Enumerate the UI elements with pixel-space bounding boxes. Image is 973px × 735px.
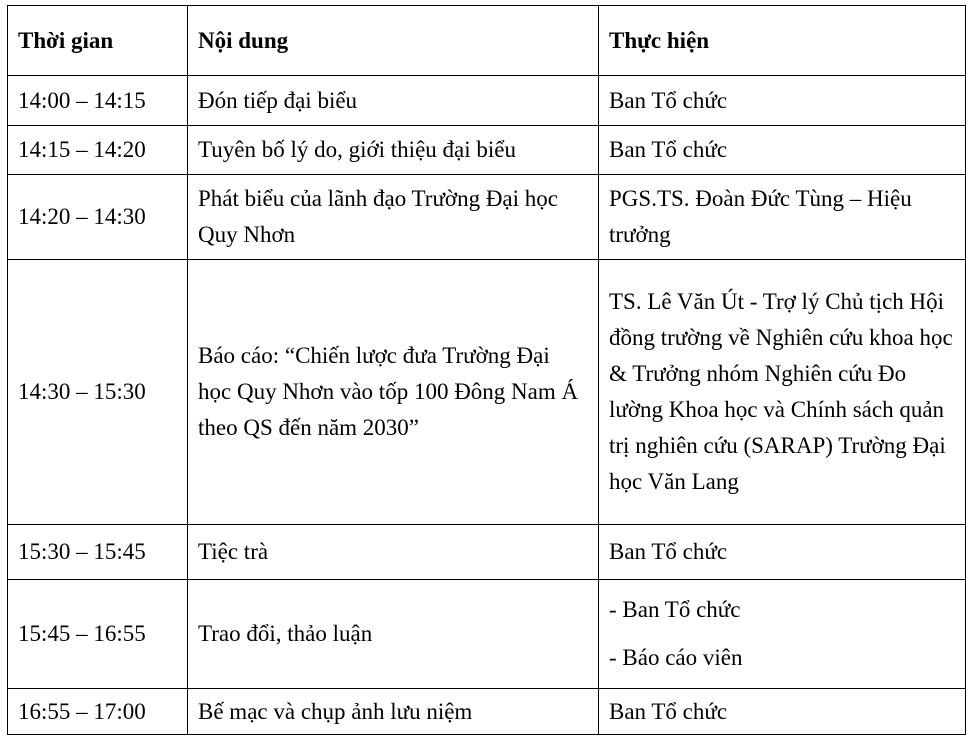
performer-cell: Ban Tổ chức xyxy=(599,76,966,126)
performer-cell: Ban Tổ chức xyxy=(599,126,966,175)
content-cell: Bế mạc và chụp ảnh lưu niệm xyxy=(188,689,599,735)
table-row xyxy=(8,580,966,689)
performer-cell: Ban Tổ chức xyxy=(599,689,966,735)
time-cell: 16:55 – 17:00 xyxy=(8,689,188,735)
table-row xyxy=(8,260,966,525)
table-row xyxy=(8,525,966,580)
table-row xyxy=(8,126,966,175)
content-cell: Trao đổi, thảo luận xyxy=(188,580,599,689)
header-time: Thời gian xyxy=(8,6,188,76)
performer-list-item: - Ban Tổ chức xyxy=(609,597,741,622)
content-cell: Phát biểu của lãnh đạo Trường Đại học Quy Nhơn xyxy=(188,175,599,260)
time-cell: 15:30 – 15:45 xyxy=(8,525,188,580)
header-content: Nội dung xyxy=(188,6,599,76)
time-cell: 14:00 – 14:15 xyxy=(8,76,188,126)
content-cell: Báo cáo: “Chiến lược đưa Trường Đại học Quy Nhơn vào tốp 100 Đông Nam Á theo QS đến năm 2030” xyxy=(188,260,599,525)
content-cell: Đón tiếp đại biểu xyxy=(188,76,599,126)
table-row xyxy=(8,175,966,260)
time-cell: 14:30 – 15:30 xyxy=(8,260,188,525)
program-schedule-table xyxy=(7,5,966,735)
time-cell: 15:45 – 16:55 xyxy=(8,580,188,689)
header-performer: Thực hiện xyxy=(599,6,966,76)
table-row xyxy=(8,76,966,126)
performer-list-item: - Báo cáo viên xyxy=(609,645,743,670)
table-header-row xyxy=(8,6,966,76)
time-cell: 14:20 – 14:30 xyxy=(8,175,188,260)
performer-cell xyxy=(599,580,966,689)
performer-cell: PGS.TS. Đoàn Đức Tùng – Hiệu trưởng xyxy=(599,175,966,260)
time-cell: 14:15 – 14:20 xyxy=(8,126,188,175)
content-cell: Tuyên bố lý do, giới thiệu đại biểu xyxy=(188,126,599,175)
performer-cell: Ban Tổ chức xyxy=(599,525,966,580)
content-cell: Tiệc trà xyxy=(188,525,599,580)
performer-cell: TS. Lê Văn Út - Trợ lý Chủ tịch Hội đồng trường về Nghiên cứu khoa học & Trưởng nhóm Nghiên cứu Đo lường Khoa học và Chính sách quản trị nghiên cứu (SARAP) Trường Đại học Văn Lang xyxy=(599,260,966,525)
